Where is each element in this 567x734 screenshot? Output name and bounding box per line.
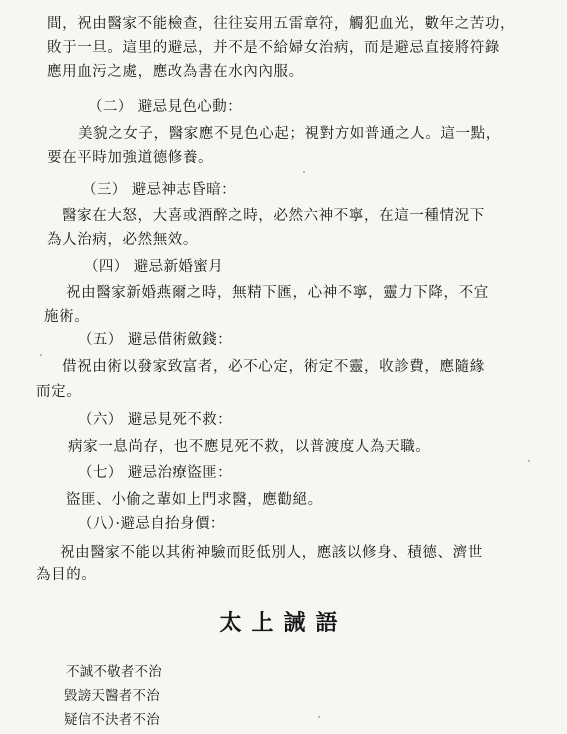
- saying-line: 毀謗天醫者不治: [64, 688, 160, 704]
- body-line: 醫家在大怒，大喜或酒醉之時，必然六神不寧，在這一種情況下: [62, 208, 485, 224]
- body-line: 病家一息尚存，也不應見死不救，以普渡度人為天職。: [68, 439, 431, 455]
- section-heading-7: （七） 避忌治療盜匪：: [78, 465, 233, 481]
- body-line: 間，祝由醫家不能檢查，往往妄用五雷章符，觸犯血光，數年之苦功，: [47, 16, 516, 32]
- section-heading-8: （八）·避忌自抬身價：: [78, 516, 225, 532]
- section-heading-4: （四） 避忌新婚蜜月: [84, 259, 224, 275]
- scan-speck: [303, 171, 305, 173]
- body-line: 要在平時加強道德修養。: [47, 150, 214, 166]
- body-line: 祝由醫家新婚燕爾之時，無精下匯，心神不寧，靈力下降，不宜: [66, 285, 489, 301]
- body-line: 為人治病，必然無效。: [47, 232, 198, 248]
- scan-speck: [40, 354, 42, 356]
- body-line: 施術。: [44, 309, 90, 325]
- body-line: 借祝由術以發家致富者，必不心定，術定不靈，收診費，應隨緣: [62, 359, 485, 375]
- saying-line: 不誠不敬者不治: [66, 664, 162, 680]
- section-heading-5: （五） 避忌借術斂錢：: [78, 332, 233, 348]
- section-title: 太上誡語: [219, 611, 348, 636]
- section-heading-3: （三） 避忌神志昏暗：: [82, 182, 237, 198]
- body-line: 美貌之女子，醫家應不見色心起；視對方如普通之人。這一點，: [78, 126, 501, 142]
- body-line: 應用血污之處，應改為書在水內內服。: [47, 64, 304, 80]
- scan-speck: [528, 460, 530, 462]
- body-line: 而定。: [36, 384, 82, 400]
- body-line: 敗于一旦。這里的避忌，并不是不給婦女治病，而是避忌直接將符錄: [47, 40, 500, 56]
- section-heading-2: （二） 避忌見色心動：: [88, 99, 243, 115]
- saying-line: 疑信不決者不治: [64, 712, 160, 728]
- body-line: 盜匪、小偷之輩如上門求醫，應勸絕。: [66, 492, 323, 508]
- scan-speck: [318, 716, 320, 718]
- section-heading-6: （六） 避忌見死不救：: [78, 412, 233, 428]
- body-line: 為目的。: [36, 567, 97, 583]
- body-line: 祝由醫家不能以其術神驗而貶低別人，應該以修身、積德、濟世: [60, 545, 483, 561]
